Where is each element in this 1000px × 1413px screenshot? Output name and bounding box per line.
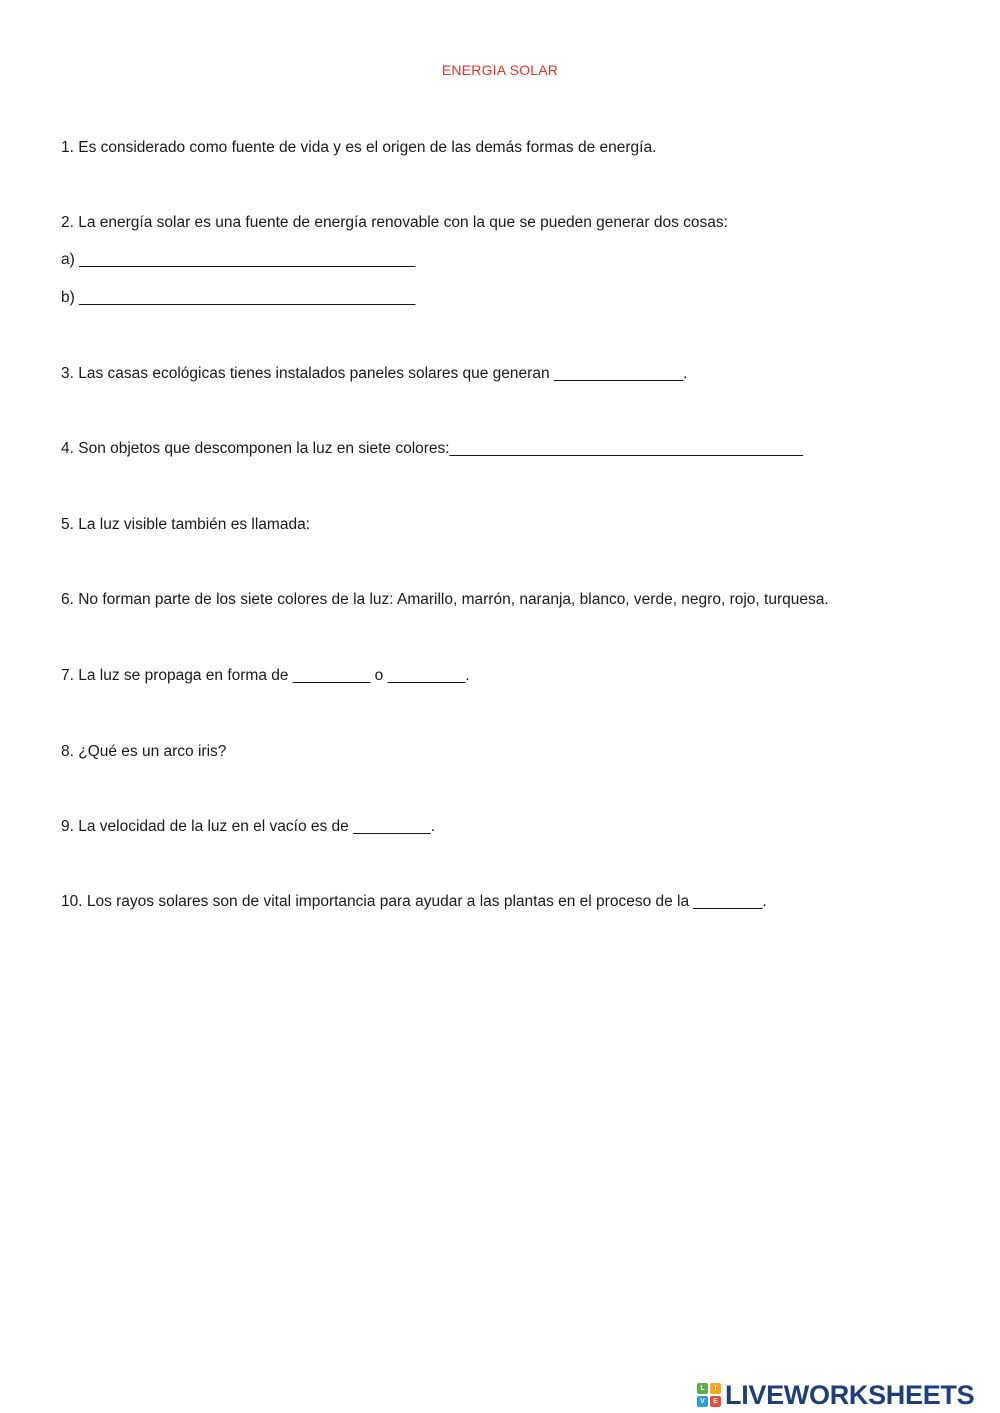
- question-6: 6. No forman parte de los siete colores de la luz: Amarillo, marrón, naranja, blanco, verde, negro, rojo, turquesa.: [61, 591, 829, 608]
- question-3: 3. Las casas ecológicas tienes instalados paneles solares que generan _______________.: [61, 365, 688, 382]
- page-title: ENERGIA SOLAR: [441, 62, 559, 78]
- answer-line-b: b) _______________________________________: [61, 289, 416, 306]
- question-4: 4. Son objetos que descomponen la luz en siete colores:_________________________________________: [61, 440, 804, 457]
- logo-block: V: [697, 1396, 708, 1407]
- answer-line-a: a) _______________________________________: [61, 251, 416, 268]
- question-9: 9. La velocidad de la luz en el vacío es de _________.: [61, 818, 435, 835]
- question-1: 1. Es considerado como fuente de vida y es el origen de las demás formas de energía.: [61, 139, 657, 156]
- question-5: 5. La luz visible también es llamada:: [61, 516, 310, 533]
- logo-blocks-icon: [697, 1383, 721, 1407]
- question-10: 10. Los rayos solares son de vital importancia para ayudar a las plantas en el proceso de la ________.: [61, 893, 767, 910]
- question-7: 7. La luz se propaga en forma de _________ o _________.: [61, 667, 470, 684]
- logo-block: L: [697, 1383, 708, 1394]
- question-8: 8. ¿Qué es un arco iris?: [61, 743, 227, 760]
- logo-block: E: [710, 1396, 721, 1407]
- liveworksheets-logo: [697, 1378, 974, 1412]
- question-2: 2. La energía solar es una fuente de energía renovable con la que se pueden generar dos cosas:: [61, 214, 728, 231]
- logo-block: I: [710, 1383, 721, 1394]
- logo-text: LIVEWORKSHEETS: [725, 1379, 975, 1410]
